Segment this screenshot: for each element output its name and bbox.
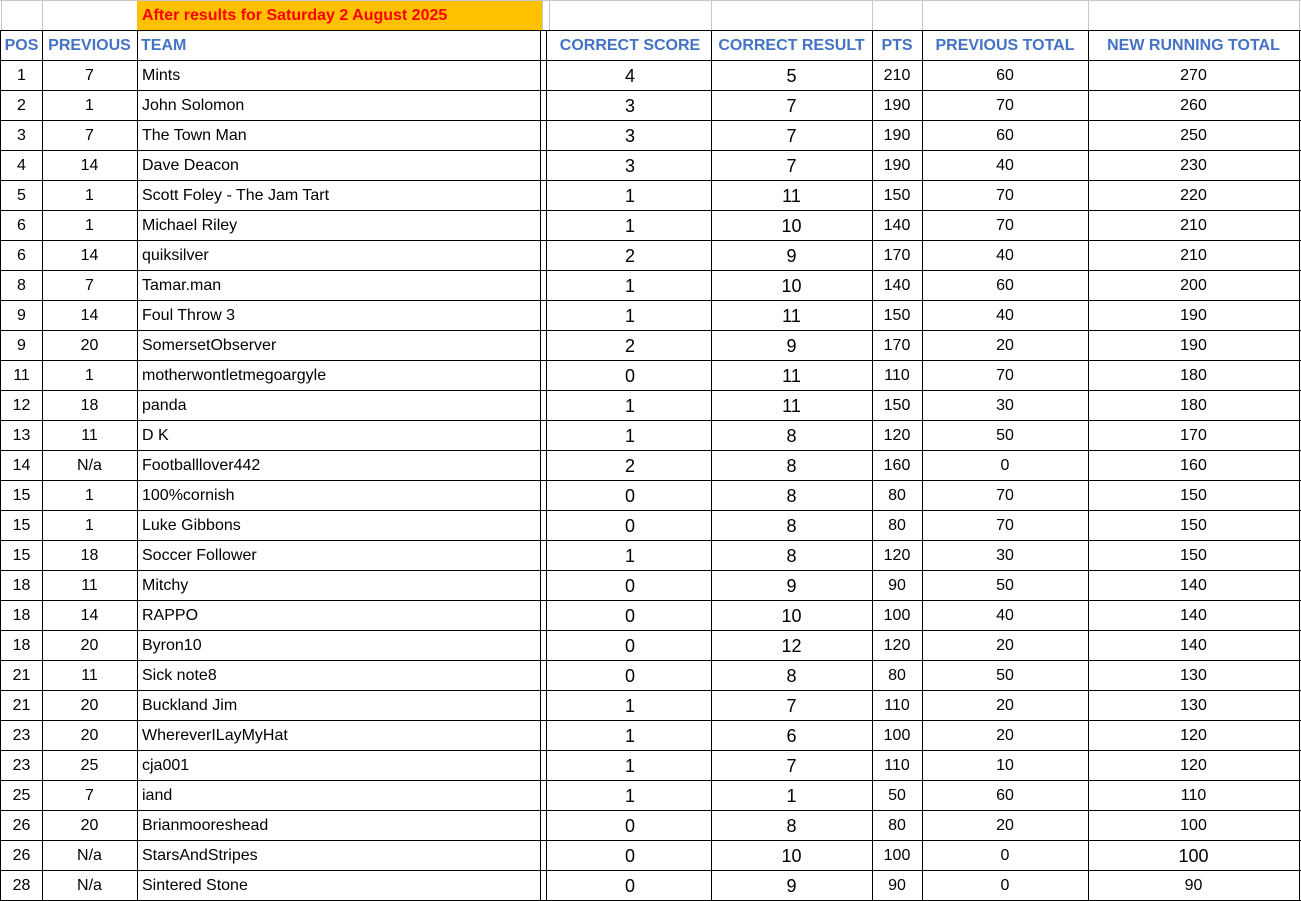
header-pts[interactable]: PTS xyxy=(881,37,913,54)
cell-correct-score[interactable]: 3 xyxy=(624,125,635,146)
cell-previous-total[interactable]: 40 xyxy=(996,607,1014,624)
cell-pts[interactable]: 190 xyxy=(883,127,911,144)
cell-team[interactable]: StarsAndStripes xyxy=(142,847,258,864)
cell-previous-total[interactable]: 50 xyxy=(996,427,1014,444)
cell-correct-score[interactable]: 1 xyxy=(624,785,635,806)
cell-correct-result[interactable]: 12 xyxy=(781,635,802,656)
cell-correct-result[interactable]: 8 xyxy=(786,425,797,446)
cell-new-running-total[interactable]: 190 xyxy=(1180,337,1207,354)
cell-pts[interactable]: 90 xyxy=(888,877,906,894)
cell-team[interactable]: iand xyxy=(142,787,173,804)
cell-pts[interactable]: 80 xyxy=(888,817,906,834)
cell-pts[interactable]: 120 xyxy=(883,637,911,654)
cell-pos[interactable]: 26 xyxy=(12,817,31,834)
cell-previous[interactable]: 1 xyxy=(85,517,94,534)
cell-previous-total[interactable]: 0 xyxy=(1000,847,1010,864)
cell-correct-score[interactable]: 1 xyxy=(624,305,635,326)
cell-team[interactable]: Brianmooreshead xyxy=(142,817,269,834)
header-correct-score[interactable]: CORRECT SCORE xyxy=(559,37,701,54)
cell-pts[interactable]: 90 xyxy=(888,577,906,594)
cell-pts[interactable]: 190 xyxy=(883,157,911,174)
cell-previous[interactable]: 20 xyxy=(80,817,99,834)
cell-team[interactable]: Tamar.man xyxy=(142,277,222,294)
cell-pts[interactable]: 120 xyxy=(883,547,911,564)
cell-correct-result[interactable]: 11 xyxy=(782,395,801,416)
cell-new-running-total[interactable]: 160 xyxy=(1180,457,1207,474)
cell-correct-result[interactable]: 9 xyxy=(786,335,797,356)
cell-pos[interactable]: 9 xyxy=(17,307,26,324)
cell-team[interactable]: Mitchy xyxy=(142,577,189,594)
cell-pos[interactable]: 4 xyxy=(17,157,26,174)
cell-pos[interactable]: 15 xyxy=(12,547,31,564)
cell-previous-total[interactable]: 70 xyxy=(996,487,1014,504)
cell-new-running-total[interactable]: 130 xyxy=(1180,667,1207,684)
cell-previous[interactable]: 20 xyxy=(80,337,99,354)
cell-pos[interactable]: 12 xyxy=(12,397,31,414)
cell-pos[interactable]: 6 xyxy=(17,217,26,234)
cell-new-running-total[interactable]: 270 xyxy=(1180,67,1207,84)
cell-previous[interactable]: 7 xyxy=(85,787,94,804)
cell-pts[interactable]: 110 xyxy=(884,367,910,384)
cell-correct-result[interactable]: 9 xyxy=(786,575,797,596)
cell-team[interactable]: D K xyxy=(142,427,169,444)
cell-pos[interactable]: 2 xyxy=(17,97,26,114)
cell-new-running-total[interactable]: 120 xyxy=(1180,757,1207,774)
cell-previous-total[interactable]: 40 xyxy=(996,307,1014,324)
cell-pos[interactable]: 21 xyxy=(12,697,31,714)
cell-pos[interactable]: 23 xyxy=(12,757,31,774)
cell-pos[interactable]: 15 xyxy=(12,487,31,504)
cell-pos[interactable]: 15 xyxy=(12,517,31,534)
cell-pts[interactable]: 150 xyxy=(883,187,911,204)
cell-correct-score[interactable]: 0 xyxy=(624,485,635,506)
cell-pts[interactable]: 160 xyxy=(883,457,911,474)
cell-pos[interactable]: 26 xyxy=(12,847,31,864)
cell-new-running-total[interactable]: 150 xyxy=(1180,487,1207,504)
cell-previous-total[interactable]: 40 xyxy=(996,157,1014,174)
cell-correct-score[interactable]: 0 xyxy=(624,575,635,596)
cell-correct-score[interactable]: 0 xyxy=(624,635,635,656)
cell-previous[interactable]: 7 xyxy=(85,277,94,294)
cell-previous[interactable]: 1 xyxy=(85,187,94,204)
cell-pos[interactable]: 18 xyxy=(12,607,31,624)
top-grid-column xyxy=(872,0,873,31)
cell-previous[interactable]: 18 xyxy=(80,397,99,414)
cell-team[interactable]: Sintered Stone xyxy=(142,877,248,894)
cell-correct-score[interactable]: 1 xyxy=(624,185,635,206)
cell-new-running-total[interactable]: 120 xyxy=(1180,727,1207,744)
cell-pts[interactable]: 80 xyxy=(888,667,906,684)
cell-correct-result[interactable]: 8 xyxy=(786,815,797,836)
cell-previous[interactable]: 14 xyxy=(80,247,99,264)
cell-correct-score[interactable]: 0 xyxy=(624,515,635,536)
cell-correct-result[interactable]: 10 xyxy=(781,845,802,866)
cell-previous[interactable]: N/a xyxy=(77,877,102,894)
cell-correct-result[interactable]: 8 xyxy=(786,455,797,476)
top-grid-column xyxy=(711,0,712,31)
cell-correct-result[interactable]: 10 xyxy=(781,605,802,626)
cell-correct-score[interactable]: 2 xyxy=(624,335,635,356)
cell-previous[interactable]: N/a xyxy=(77,457,102,474)
cell-pts[interactable]: 150 xyxy=(883,397,911,414)
cell-correct-result[interactable]: 1 xyxy=(786,785,797,806)
cell-correct-result[interactable]: 7 xyxy=(786,155,797,176)
cell-pts[interactable]: 80 xyxy=(888,487,906,504)
cell-new-running-total[interactable]: 150 xyxy=(1180,547,1207,564)
cell-pos[interactable]: 13 xyxy=(12,427,31,444)
cell-previous[interactable]: 18 xyxy=(80,547,99,564)
cell-correct-score[interactable]: 1 xyxy=(624,725,635,746)
cell-new-running-total[interactable]: 250 xyxy=(1180,127,1207,144)
cell-team[interactable]: quiksilver xyxy=(142,247,209,264)
cell-previous[interactable]: 20 xyxy=(80,637,99,654)
cell-team[interactable]: cja001 xyxy=(142,757,190,774)
cell-previous[interactable]: 14 xyxy=(80,157,99,174)
cell-pts[interactable]: 120 xyxy=(883,427,911,444)
cell-previous[interactable]: 1 xyxy=(85,97,94,114)
cell-new-running-total[interactable]: 210 xyxy=(1180,247,1207,264)
cell-team[interactable]: Foul Throw 3 xyxy=(142,307,236,324)
cell-correct-result[interactable]: 7 xyxy=(786,755,797,776)
cell-pos[interactable]: 6 xyxy=(17,247,26,264)
cell-correct-score[interactable]: 1 xyxy=(624,425,635,446)
header-previous-total[interactable]: PREVIOUS TOTAL xyxy=(935,37,1075,54)
cell-pos[interactable]: 9 xyxy=(17,337,26,354)
header-correct-result[interactable]: CORRECT RESULT xyxy=(718,37,865,54)
cell-correct-result[interactable]: 10 xyxy=(781,215,802,236)
column-divider xyxy=(1299,30,1300,901)
cell-pts[interactable]: 100 xyxy=(883,607,911,624)
cell-correct-score[interactable]: 1 xyxy=(624,695,635,716)
cell-correct-score[interactable]: 2 xyxy=(624,455,635,476)
cell-pts[interactable]: 100 xyxy=(883,847,911,864)
cell-previous[interactable]: 7 xyxy=(85,67,94,84)
cell-new-running-total[interactable]: 170 xyxy=(1180,427,1207,444)
cell-previous-total[interactable]: 70 xyxy=(996,517,1014,534)
cell-previous[interactable]: 11 xyxy=(81,427,98,444)
cell-new-running-total[interactable]: 260 xyxy=(1180,97,1207,114)
cell-pts[interactable]: 140 xyxy=(883,277,911,294)
cell-pos[interactable]: 21 xyxy=(12,667,31,684)
cell-previous-total[interactable]: 60 xyxy=(996,67,1014,84)
cell-correct-result[interactable]: 7 xyxy=(786,125,797,146)
cell-new-running-total[interactable]: 180 xyxy=(1180,397,1207,414)
header-pos[interactable]: POS xyxy=(4,37,39,54)
cell-pts[interactable]: 190 xyxy=(883,97,911,114)
cell-correct-result[interactable]: 8 xyxy=(786,485,797,506)
cell-new-running-total[interactable]: 190 xyxy=(1180,307,1207,324)
cell-pos[interactable]: 28 xyxy=(12,877,31,894)
cell-correct-score[interactable]: 2 xyxy=(624,245,635,266)
cell-correct-result[interactable]: 8 xyxy=(786,545,797,566)
cell-correct-score[interactable]: 0 xyxy=(624,875,635,896)
cell-team[interactable]: Luke Gibbons xyxy=(142,517,241,534)
cell-pts[interactable]: 170 xyxy=(883,247,911,264)
cell-previous[interactable]: 11 xyxy=(81,577,98,594)
top-grid-column xyxy=(922,0,923,31)
cell-correct-result[interactable]: 6 xyxy=(786,725,797,746)
cell-pts[interactable]: 100 xyxy=(883,727,911,744)
cell-correct-score[interactable]: 1 xyxy=(624,395,635,416)
cell-previous-total[interactable]: 70 xyxy=(996,367,1014,384)
cell-team[interactable]: 100%cornish xyxy=(142,487,235,504)
cell-correct-result[interactable]: 9 xyxy=(786,245,797,266)
cell-correct-score[interactable]: 0 xyxy=(624,815,635,836)
cell-new-running-total[interactable]: 130 xyxy=(1180,697,1207,714)
cell-previous[interactable]: 1 xyxy=(85,487,94,504)
cell-previous-total[interactable]: 40 xyxy=(996,247,1014,264)
cell-previous[interactable]: N/a xyxy=(77,847,102,864)
cell-pts[interactable]: 170 xyxy=(883,337,911,354)
top-grid-column xyxy=(1,0,2,31)
cell-correct-score[interactable]: 3 xyxy=(624,95,635,116)
cell-correct-result[interactable]: 9 xyxy=(786,875,797,896)
cell-new-running-total[interactable]: 180 xyxy=(1180,367,1207,384)
cell-pos[interactable]: 1 xyxy=(17,67,26,84)
cell-correct-score[interactable]: 3 xyxy=(624,155,635,176)
cell-previous-total[interactable]: 50 xyxy=(996,577,1014,594)
top-grid-column xyxy=(1299,0,1300,31)
cell-previous-total[interactable]: 20 xyxy=(996,337,1014,354)
cell-team[interactable]: SomersetObserver xyxy=(142,337,277,354)
top-grid-column xyxy=(42,0,43,31)
cell-correct-score[interactable]: 4 xyxy=(624,65,635,86)
cell-correct-score[interactable]: 1 xyxy=(624,545,635,566)
cell-previous[interactable]: 20 xyxy=(80,697,99,714)
cell-previous-total[interactable]: 70 xyxy=(996,97,1014,114)
cell-new-running-total[interactable]: 100 xyxy=(1178,845,1209,866)
cell-previous[interactable]: 1 xyxy=(85,217,94,234)
cell-team[interactable]: John Solomon xyxy=(142,97,245,114)
cell-pos[interactable]: 8 xyxy=(17,277,26,294)
cell-previous-total[interactable]: 30 xyxy=(996,547,1014,564)
cell-pos[interactable]: 23 xyxy=(12,727,31,744)
cell-pos[interactable]: 25 xyxy=(12,787,31,804)
cell-new-running-total[interactable]: 100 xyxy=(1180,817,1207,834)
cell-team[interactable]: The Town Man xyxy=(142,127,247,144)
cell-new-running-total[interactable]: 90 xyxy=(1184,877,1203,894)
cell-pts[interactable]: 110 xyxy=(884,697,910,714)
cell-correct-result[interactable]: 7 xyxy=(786,695,797,716)
cell-new-running-total[interactable]: 140 xyxy=(1180,577,1207,594)
cell-previous-total[interactable]: 20 xyxy=(996,817,1014,834)
cell-previous[interactable]: 14 xyxy=(80,607,99,624)
cell-new-running-total[interactable]: 140 xyxy=(1180,637,1207,654)
cell-previous-total[interactable]: 20 xyxy=(996,697,1014,714)
cell-team[interactable]: panda xyxy=(142,397,187,414)
cell-pts[interactable]: 140 xyxy=(883,217,911,234)
cell-previous[interactable]: 11 xyxy=(81,667,98,684)
cell-correct-result[interactable]: 8 xyxy=(786,665,797,686)
cell-team[interactable]: Mints xyxy=(142,67,181,84)
header-team[interactable]: TEAM xyxy=(141,37,187,54)
cell-previous[interactable]: 7 xyxy=(85,127,94,144)
cell-pos[interactable]: 18 xyxy=(12,577,31,594)
cell-previous-total[interactable]: 60 xyxy=(996,277,1014,294)
cell-correct-result[interactable]: 10 xyxy=(781,275,802,296)
cell-previous-total[interactable]: 60 xyxy=(996,787,1014,804)
cell-pos[interactable]: 11 xyxy=(13,367,30,384)
cell-correct-result[interactable]: 8 xyxy=(786,515,797,536)
cell-correct-score[interactable]: 1 xyxy=(624,275,635,296)
cell-team[interactable]: motherwontletmegoargyle xyxy=(142,367,327,384)
cell-previous[interactable]: 25 xyxy=(80,757,99,774)
cell-team[interactable]: Michael Riley xyxy=(142,217,238,234)
cell-team[interactable]: Byron10 xyxy=(142,637,202,654)
cell-pts[interactable]: 150 xyxy=(883,307,911,324)
cell-new-running-total[interactable]: 140 xyxy=(1180,607,1207,624)
cell-team[interactable]: Footballlover442 xyxy=(142,457,261,474)
cell-pos[interactable]: 18 xyxy=(12,637,31,654)
column-divider xyxy=(540,30,541,901)
cell-pos[interactable]: 3 xyxy=(17,127,26,144)
cell-correct-score[interactable]: 1 xyxy=(624,215,635,236)
cell-pts[interactable]: 210 xyxy=(883,67,911,84)
cell-new-running-total[interactable]: 230 xyxy=(1180,157,1207,174)
top-grid-column xyxy=(549,0,550,31)
cell-previous-total[interactable]: 70 xyxy=(996,187,1014,204)
cell-correct-result[interactable]: 11 xyxy=(782,365,801,386)
cell-team[interactable]: Sick note8 xyxy=(142,667,217,684)
cell-previous-total[interactable]: 10 xyxy=(996,757,1014,774)
cell-previous-total[interactable]: 20 xyxy=(996,637,1014,654)
cell-new-running-total[interactable]: 200 xyxy=(1180,277,1207,294)
cell-new-running-total[interactable]: 210 xyxy=(1180,217,1207,234)
cell-team[interactable]: RAPPO xyxy=(142,607,199,624)
cell-team[interactable]: Dave Deacon xyxy=(142,157,239,174)
cell-correct-score[interactable]: 0 xyxy=(624,845,635,866)
cell-previous-total[interactable]: 20 xyxy=(996,727,1014,744)
cell-correct-score[interactable]: 0 xyxy=(624,605,635,626)
cell-correct-result[interactable]: 11 xyxy=(782,305,801,326)
cell-pos[interactable]: 5 xyxy=(17,187,26,204)
cell-previous-total[interactable]: 50 xyxy=(996,667,1014,684)
cell-previous[interactable]: 20 xyxy=(80,727,99,744)
cell-correct-score[interactable]: 1 xyxy=(624,755,635,776)
results-date-banner[interactable]: After results for Saturday 2 August 2025 xyxy=(137,1,542,30)
cell-previous[interactable]: 14 xyxy=(80,307,99,324)
cell-team[interactable]: Scott Foley - The Jam Tart xyxy=(142,187,330,204)
cell-previous[interactable]: 1 xyxy=(85,367,94,384)
cell-new-running-total[interactable]: 110 xyxy=(1180,787,1207,804)
cell-previous-total[interactable]: 0 xyxy=(1000,457,1010,474)
top-grid-column xyxy=(1088,0,1089,31)
cell-new-running-total[interactable]: 220 xyxy=(1180,187,1207,204)
header-previous[interactable]: PREVIOUS xyxy=(48,37,131,54)
cell-correct-score[interactable]: 0 xyxy=(624,365,635,386)
cell-pts[interactable]: 50 xyxy=(888,787,906,804)
cell-previous-total[interactable]: 70 xyxy=(996,217,1014,234)
cell-correct-result[interactable]: 7 xyxy=(786,95,797,116)
column-divider xyxy=(546,30,547,901)
cell-new-running-total[interactable]: 150 xyxy=(1180,517,1207,534)
cell-team[interactable]: Soccer Follower xyxy=(142,547,257,564)
cell-pts[interactable]: 110 xyxy=(884,757,910,774)
cell-team[interactable]: WhereverILayMyHat xyxy=(142,727,288,744)
cell-correct-score[interactable]: 0 xyxy=(624,665,635,686)
cell-correct-result[interactable]: 5 xyxy=(786,65,797,86)
top-grid-column xyxy=(542,0,543,31)
cell-correct-result[interactable]: 11 xyxy=(782,185,801,206)
cell-previous-total[interactable]: 0 xyxy=(1000,877,1010,894)
cell-team[interactable]: Buckland Jim xyxy=(142,697,238,714)
header-new-running-total[interactable]: NEW RUNNING TOTAL xyxy=(1107,37,1280,54)
cell-pts[interactable]: 80 xyxy=(888,517,906,534)
cell-previous-total[interactable]: 30 xyxy=(996,397,1014,414)
cell-previous-total[interactable]: 60 xyxy=(996,127,1014,144)
cell-pos[interactable]: 14 xyxy=(12,457,31,474)
